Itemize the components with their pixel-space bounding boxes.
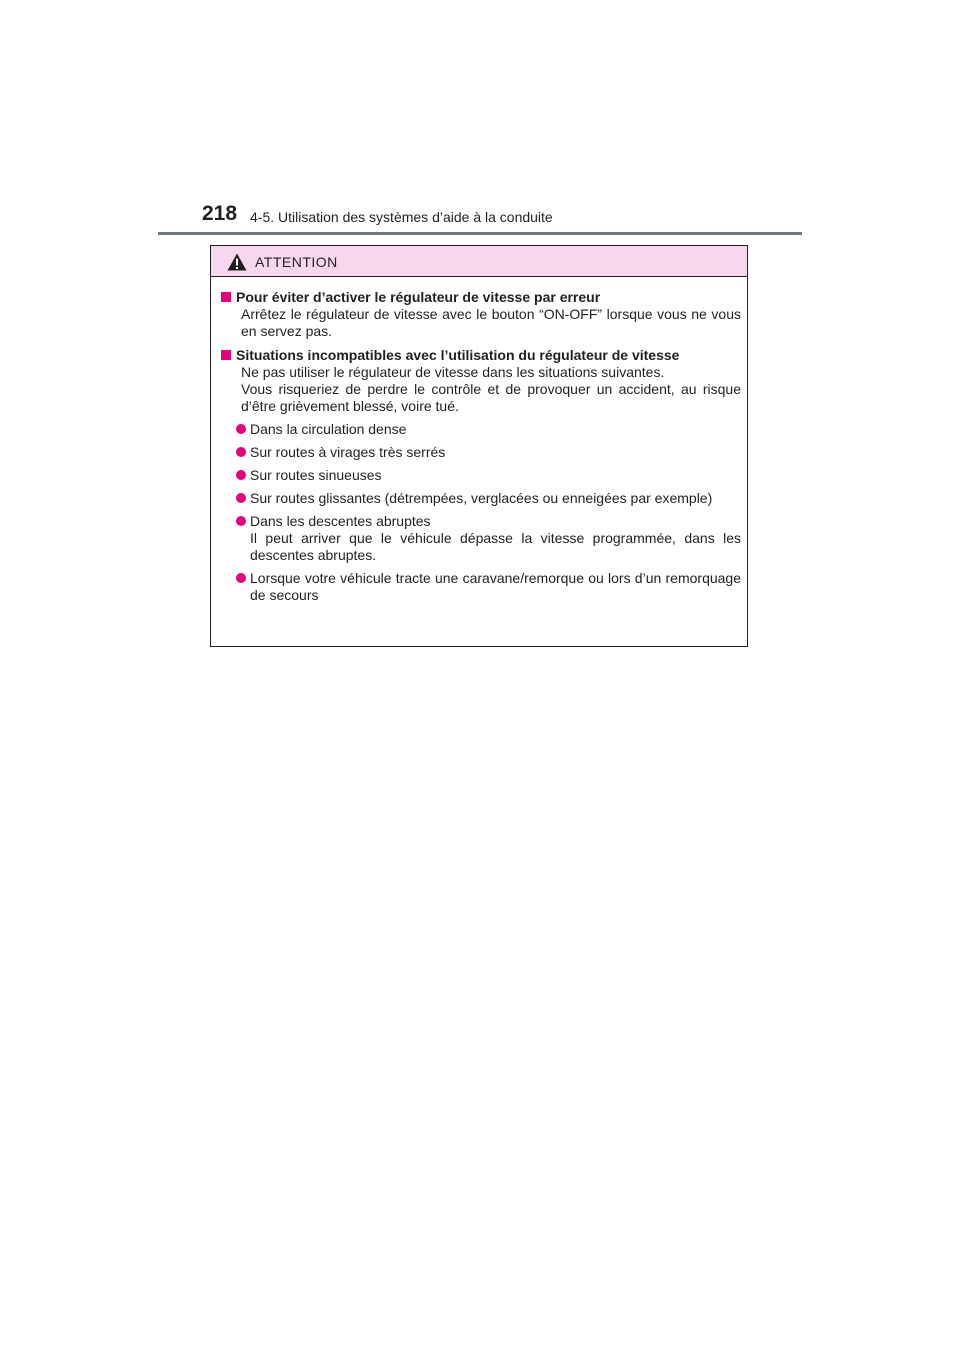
- block-text: [219, 364, 741, 415]
- list-item: Dans les descentes abruptes Il peut arriver que le véhicule dépasse la vitesse programmée, dans les descentes abruptes.: [232, 513, 741, 564]
- warning-title: ATTENTION: [255, 254, 338, 270]
- warning-header: [211, 246, 747, 277]
- page-number: 218: [202, 202, 238, 225]
- warning-box: [210, 245, 748, 647]
- list-item-detail: Il peut arriver que le véhicule dépasse la vitesse programmée, dans les descentes abruptes.: [250, 530, 741, 563]
- block-title: Pour éviter d’activer le régulateur de vitesse par erreur: [219, 289, 741, 306]
- square-bullet-icon: [221, 292, 231, 302]
- block-text-line: Ne pas utiliser le régulateur de vitesse dans les situations suivantes.: [241, 364, 665, 380]
- round-bullet-icon: [236, 516, 246, 526]
- block-text-line: Vous risqueriez de perdre le contrôle et de provoquer un accident, au risque d’être grièvement blessé, voire tué.: [241, 381, 741, 414]
- warning-triangle-icon: [227, 253, 247, 271]
- block-title: Situations incompatibles avec l’utilisation du régulateur de vitesse: [219, 347, 741, 364]
- round-bullet-icon: [236, 573, 246, 583]
- list-item: Dans la circulation dense: [232, 421, 741, 438]
- section-title: 4-5. Utilisation des systèmes d’aide à la conduite: [250, 209, 553, 225]
- list-item: Sur routes à virages très serrés: [232, 444, 741, 461]
- situation-list: [219, 421, 741, 604]
- list-item: Sur routes glissantes (détrempées, verglacées ou enneigées par exemple): [232, 490, 741, 507]
- block-text: Arrêtez le régulateur de vitesse avec le bouton “ON-OFF” lorsque vous ne vous en servez pas.: [241, 306, 741, 339]
- list-item: Sur routes sinueuses: [232, 467, 741, 484]
- warning-block-accidental-activation: [219, 289, 741, 340]
- header-rule: [158, 232, 802, 235]
- warning-block-incompatible-situations: [219, 347, 741, 604]
- round-bullet-icon: [236, 447, 246, 457]
- round-bullet-icon: [236, 424, 246, 434]
- round-bullet-icon: [236, 493, 246, 503]
- round-bullet-icon: [236, 470, 246, 480]
- list-item: Lorsque votre véhicule tracte une caravane/remorque ou lors d’un remorquage de secours: [232, 570, 741, 604]
- warning-body: [211, 277, 747, 604]
- page-header: [158, 200, 802, 234]
- square-bullet-icon: [221, 350, 231, 360]
